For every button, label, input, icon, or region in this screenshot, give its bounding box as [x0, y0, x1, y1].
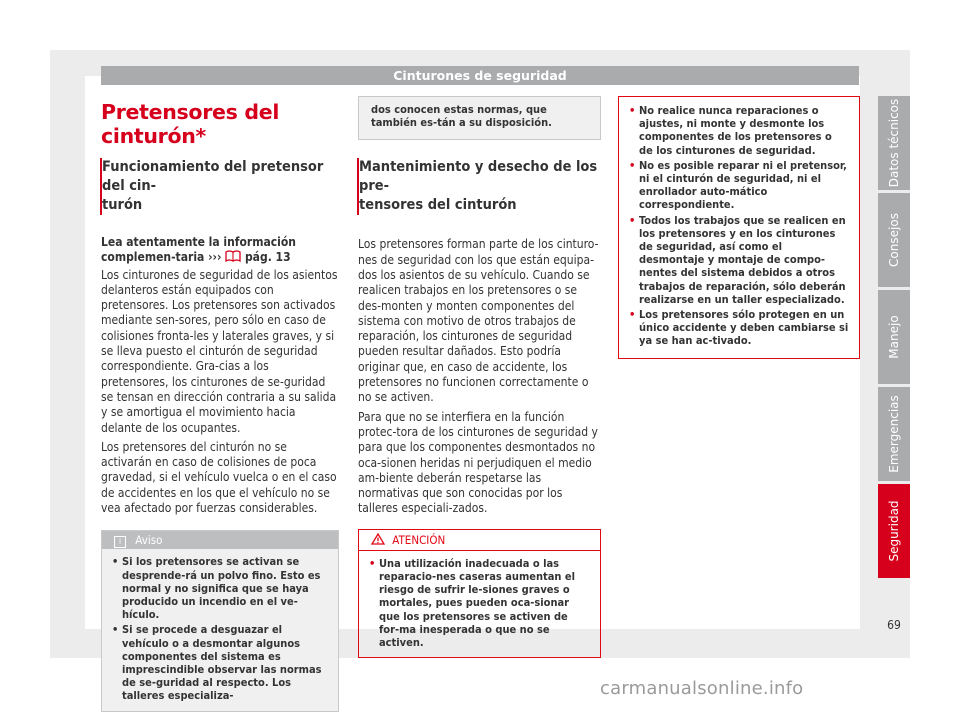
- column-3: [618, 96, 860, 359]
- warning-box-continued: [618, 96, 860, 359]
- book-icon: [225, 250, 241, 262]
- page-reference-link[interactable]: pág. 13: [244, 250, 291, 265]
- info-icon: i: [114, 536, 126, 548]
- warning-label: ATENCIÓN: [392, 532, 446, 547]
- intro-note: [101, 235, 339, 266]
- notice-label: Aviso: [135, 533, 163, 548]
- list-item: • Todos los trabajos que se realicen en los pretensores y en los cinturones de seguridad, así como el desmontaje y montaje de compo-nentes del sistema debidos a otros trabajos de reparación, sólo deberán realizarse en un taller especializado.: [629, 213, 846, 306]
- subheading-block: [100, 158, 339, 215]
- subheading-line-1: Funcionamiento del pretensor del cin-: [102, 159, 324, 194]
- tab-datos-tecnicos[interactable]: Datos técnicos: [878, 96, 910, 190]
- notice-box: [101, 530, 339, 711]
- list-item: • Los pretensores sólo protegen en un único accidente y deben cambiarse si ya se han ac-tivado.: [629, 308, 849, 348]
- chapter-tabs: [878, 96, 910, 581]
- warning-body: [359, 551, 600, 657]
- list-item: • Si se procede a desguazar el vehículo o a desmontar algunos componentes del sistema es imprescindible observar las normas de se-guridad al respecto. Los talleres especializa-: [112, 623, 322, 703]
- paragraph-2: Para que no se interfiera en la función protec-tora de los cinturones de seguridad y para que los componentes desmontados no oca-sionen heridas ni perjudiquen el medio am-biente deberán respetarse las normativas que son conocidas por los talleres especiali-zados.: [358, 409, 598, 516]
- warning-box: [358, 529, 601, 658]
- tab-manejo[interactable]: Manejo: [878, 290, 910, 384]
- column-2: [358, 96, 601, 658]
- notice-body: [102, 549, 338, 710]
- notice-continued-text: dos conocen estas normas, que también es-tán a su disposición.: [359, 97, 600, 139]
- subheading-line-2: tensores del cinturón: [359, 197, 517, 214]
- notice-header: [102, 531, 338, 549]
- list-item: • No realice nunca reparaciones o ajustes, ni monte y desmonte los componentes de los pretensores o de los cinturones de seguridad.: [629, 104, 832, 157]
- warning-body-continued: [619, 97, 859, 358]
- tab-seguridad[interactable]: Seguridad: [878, 484, 910, 578]
- paragraph-2: Los pretensores del cinturón no se activarán en caso de colisiones de poca gravedad, si el vehículo vuelca o en el caso de accidentes en los que el vehículo no se vea afectado por fuerzas considerables.: [101, 439, 337, 516]
- tab-consejos[interactable]: Consejos: [878, 193, 910, 287]
- watermark-text: carmanualsonline.info: [600, 678, 804, 699]
- notice-continued-box: [358, 96, 601, 140]
- subheading-line-2: turón: [102, 197, 143, 213]
- section-header: Cinturones de seguridad: [101, 66, 859, 85]
- paragraph-1: Los pretensores forman parte de los cinturo-nes de seguridad con los que están equipa-dos los asientos de su vehículo. Cuando se realicen trabajos en los pretensores o se des-monten y monten componentes del sistema con motivo de otros trabajos de reparación, los cinturones de seguridad pueden resultar dañados. Esto podría originar que, en caso de accidente, los pretensores no funcionen correctamente o no se activen.: [358, 237, 599, 405]
- subheading-line-1: Mantenimiento y desecho de los pre-: [359, 159, 598, 195]
- reference-arrows: ›››: [208, 250, 222, 265]
- list-item: • Una utilización inadecuada o las reparacio-nes caseras aumentan el riesgo de sufrir le-siones graves o mortales, pues pueden oca-sionar que los pretensores se activen de for-ma inesperada o que no se activen.: [369, 556, 576, 649]
- column-1: [101, 96, 339, 712]
- section-subheading: [357, 158, 601, 215]
- page-title: Pretensores del cinturón*: [101, 100, 280, 148]
- list-item: • Si los pretensores se activan se desprende-rá un polvo fino. Esto es normal y no significa que se haya producido un incendio en el ve-hículo.: [112, 555, 321, 622]
- paragraph-1: Los cinturones de seguridad de los asientos delanteros están equipados con pretensores. Los pretensores son activados mediante sen-sores, pero sólo en caso de colisiones fronta-les y laterales graves, y si se lleva puesto el cinturón de seguridad correspondiente. Gra-cias a los pretensores, los cinturones de se-guridad se tensan en dirección contraria a su salida y se amortigua el movimiento hacia delante de los ocupantes.: [101, 267, 338, 435]
- tab-emergencias[interactable]: Emergencias: [878, 387, 910, 481]
- list-item: • No es posible reparar ni el pretensor, ni el cinturón de seguridad, ni el enrollador auto-mático correspondiente.: [629, 158, 847, 212]
- warning-header: [359, 530, 600, 551]
- page-number: 69: [887, 618, 901, 632]
- warning-triangle-icon: [371, 531, 385, 543]
- intro-text: Lea atentamente la información complemen-taria: [101, 235, 296, 265]
